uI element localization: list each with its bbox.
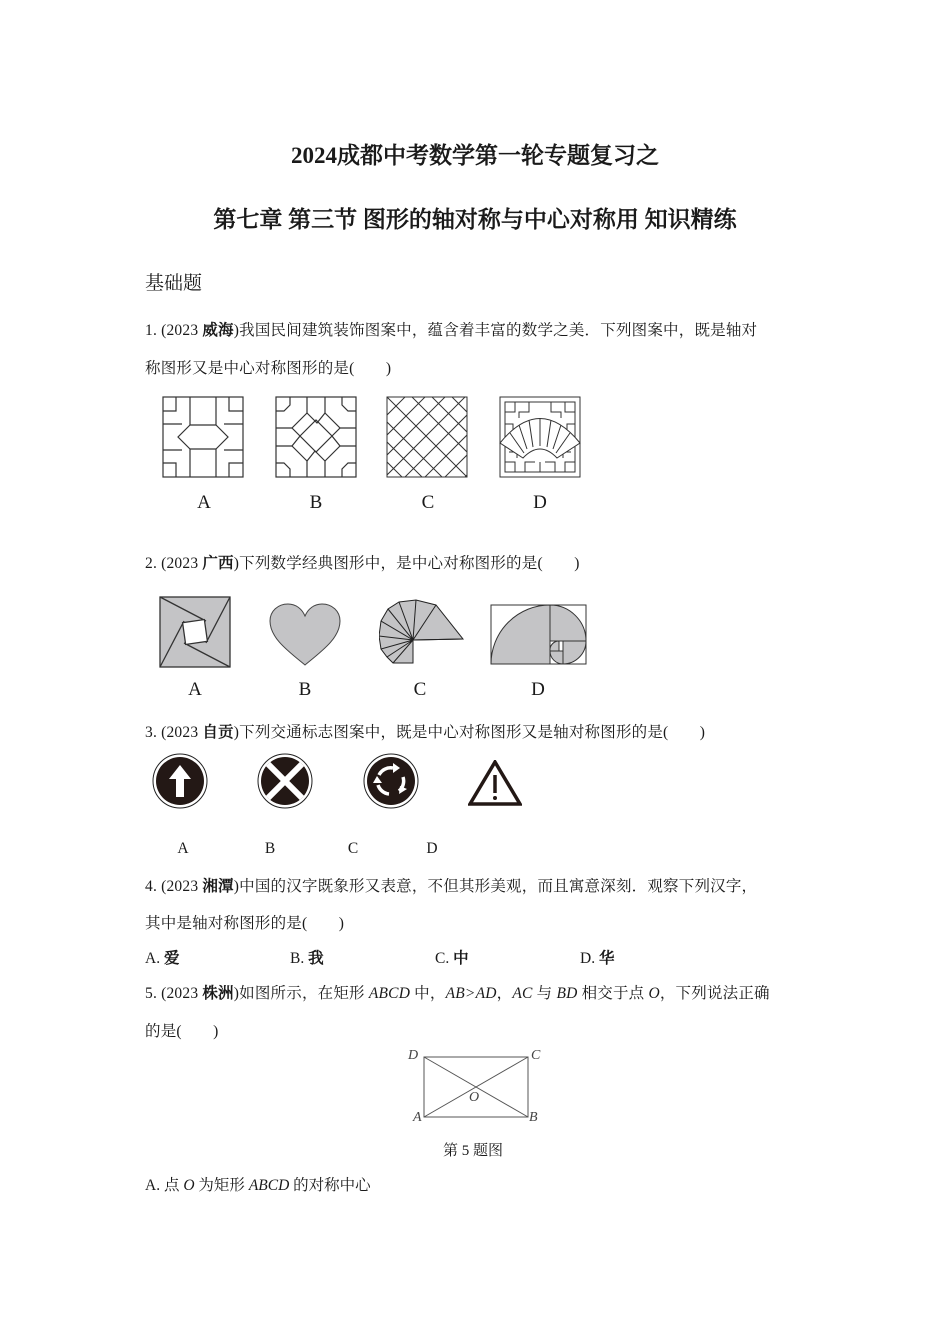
- question-text: 我国民间建筑装饰图案中，蕴含着丰富的数学之美．下列图案中，既是轴对: [239, 322, 758, 339]
- vertex-label-a: A: [413, 1110, 422, 1125]
- option-value: 华: [598, 950, 615, 967]
- figure-woven-diagonal-pattern: [386, 396, 468, 478]
- question-text: 相交于点: [577, 985, 649, 1002]
- vertex-label-o: O: [469, 1090, 480, 1105]
- option-a[interactable]: [145, 946, 179, 968]
- math-var: BD: [556, 985, 578, 1002]
- math-var: AC: [512, 985, 533, 1002]
- option-value: 爱: [163, 950, 180, 967]
- option-a[interactable]: [145, 1173, 371, 1195]
- question-1-line2: 称图形又是中心对称图形的是( ): [145, 360, 392, 377]
- source-close: ): [233, 322, 240, 339]
- source-open: (2023: [161, 322, 203, 339]
- option-label: D.: [580, 950, 596, 967]
- source-close: ): [233, 724, 240, 741]
- option-b[interactable]: [290, 946, 324, 968]
- figure-label: D: [533, 492, 547, 513]
- question-source: 株洲: [202, 985, 234, 1002]
- math-var: O: [183, 1177, 195, 1194]
- figure-label: B: [309, 492, 323, 513]
- section-heading: 基础题: [145, 273, 203, 294]
- figure-label: C: [413, 679, 427, 700]
- question-5-line2: 的是( ): [145, 1023, 219, 1040]
- figure-label: C: [421, 492, 435, 513]
- source-open: (2023: [161, 985, 203, 1002]
- figure-hexagon-tile-pattern: [162, 396, 244, 478]
- option-label: A.: [145, 1177, 161, 1194]
- source-open: (2023: [161, 555, 203, 572]
- figure-caption: 第 5 题图: [443, 1143, 504, 1159]
- question-text: ，下列说法正确: [659, 985, 770, 1002]
- question-4-line2: 其中是轴对称图形的是( ): [145, 915, 345, 932]
- source-open: (2023: [161, 878, 203, 895]
- document-subtitle: 第七章 第三节 图形的轴对称与中心对称用 知识精练: [213, 207, 737, 232]
- math-var: AB>AD: [445, 985, 497, 1002]
- question-text: ，: [496, 985, 513, 1002]
- figure-label: D: [426, 840, 438, 857]
- question-4-line1: [145, 874, 757, 896]
- source-close: ): [233, 985, 240, 1002]
- question-number: 5.: [145, 985, 158, 1002]
- question-5-line1: [145, 981, 770, 1003]
- source-close: ): [233, 555, 240, 572]
- option-text: 为矩形: [194, 1177, 249, 1194]
- figure-label: B: [264, 840, 276, 857]
- option-label: A.: [145, 950, 161, 967]
- option-text: 的对称中心: [289, 1177, 371, 1194]
- figure-fan-lattice-pattern: [499, 396, 581, 478]
- source-close: ): [233, 878, 240, 895]
- document-title: 2024成都中考数学第一轮专题复习之: [291, 143, 659, 168]
- roundabout-sign-icon: [363, 753, 419, 809]
- question-text: 如图所示，在矩形: [239, 985, 369, 1002]
- no-stopping-sign-icon: [257, 753, 313, 809]
- math-var: O: [648, 985, 660, 1002]
- figure-label: D: [531, 679, 545, 700]
- vertex-label-d: D: [408, 1048, 419, 1063]
- figure-zhao-shuang-string-diagram: [159, 596, 231, 668]
- question-number: 4.: [145, 878, 158, 895]
- option-d[interactable]: [580, 946, 614, 968]
- source-open: (2023: [161, 724, 203, 741]
- figure-label: A: [188, 679, 202, 700]
- math-var: ABCD: [368, 985, 411, 1002]
- figure-label: C: [347, 840, 359, 857]
- option-label: C.: [435, 950, 450, 967]
- vertex-label-b: B: [529, 1110, 538, 1125]
- figure-interlocking-square-pattern: [275, 396, 357, 478]
- figure-label: A: [197, 492, 211, 513]
- question-3-line1: [145, 720, 705, 742]
- option-text: 点: [160, 1177, 184, 1194]
- figure-heart-shape: [268, 603, 342, 667]
- figure-spiral-of-theodorus: [379, 599, 465, 667]
- question-text: 与: [532, 985, 557, 1002]
- question-source: 广西: [202, 555, 234, 572]
- straight-ahead-sign-icon: [152, 753, 208, 809]
- option-value: 我: [308, 950, 324, 967]
- math-var: ABCD: [248, 1177, 290, 1194]
- option-label: B.: [290, 950, 305, 967]
- figure-label: B: [298, 679, 312, 700]
- question-1-line1: [145, 318, 757, 340]
- question-text: 下列交通标志图案中，既是中心对称图形又是轴对称图形的是( ): [239, 724, 706, 741]
- option-value: 中: [453, 950, 469, 967]
- figure-label: A: [177, 840, 189, 857]
- figure-golden-spiral: [490, 604, 588, 666]
- option-c[interactable]: [435, 946, 469, 968]
- question-source: 威海: [202, 322, 234, 339]
- question-source: 湘潭: [202, 878, 234, 895]
- question-text: 中国的汉字既象形又表意，不但其形美观，而且寓意深刻．观察下列汉字，: [239, 878, 758, 895]
- vertex-label-c: C: [531, 1048, 541, 1063]
- question-number: 3.: [145, 724, 158, 741]
- question-2-line1: [145, 551, 580, 573]
- question-number: 2.: [145, 555, 158, 572]
- question-text: 下列数学经典图形中，是中心对称图形的是( ): [239, 555, 580, 572]
- question-text: 中，: [410, 985, 446, 1002]
- warning-triangle-sign-icon: [468, 760, 522, 806]
- figure-rectangle-abcd: [405, 1046, 545, 1126]
- question-number: 1.: [145, 322, 158, 339]
- question-source: 自贡: [202, 724, 234, 741]
